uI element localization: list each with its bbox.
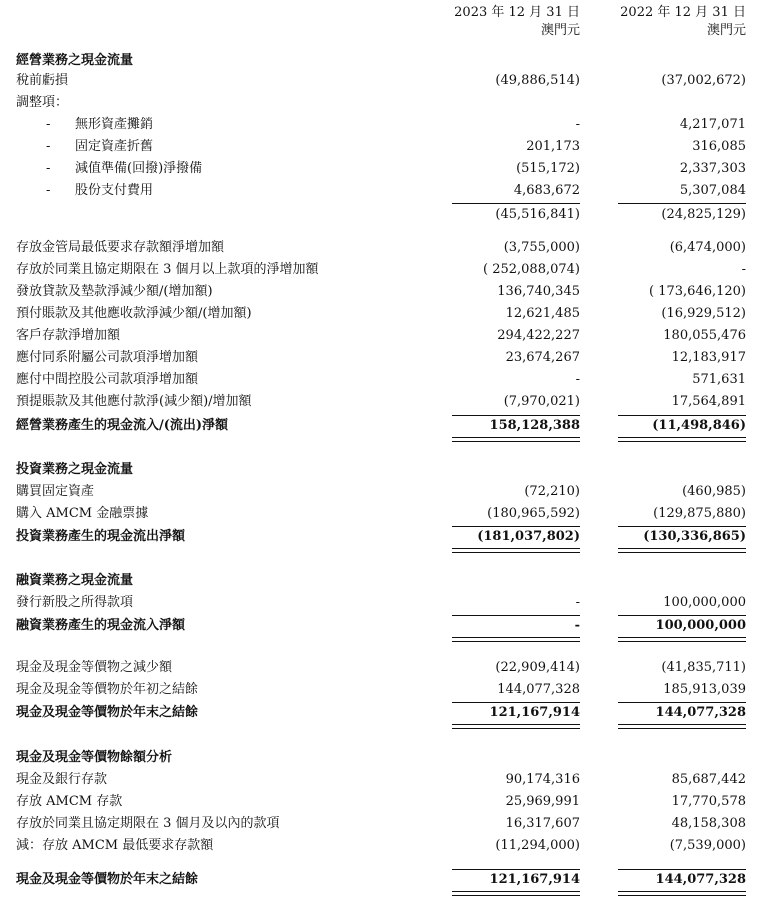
column-unit-2023: 澳門元	[540, 23, 580, 38]
table-row	[0, 281, 764, 302]
value-2022: (11,498,846)	[652, 418, 746, 433]
row-label: 現金及現金等價物之減少額	[16, 660, 173, 675]
value-2023: 25,969,991	[505, 794, 580, 809]
value-2022: (41,835,711)	[661, 660, 746, 675]
table-row	[0, 791, 764, 812]
value-2022: 4,217,071	[679, 117, 746, 132]
value-2023: 136,740,345	[497, 284, 580, 299]
value-2023: -	[574, 618, 580, 633]
row-label: 預提賬款及其他應付款淨(減少額)/增加額	[16, 394, 252, 409]
value-2023: -	[575, 372, 580, 387]
row-label: 減值準備(回撥)淨撥備	[75, 161, 203, 176]
value-2022: 180,055,476	[663, 328, 746, 343]
row-label: 稅前虧損	[16, 73, 69, 88]
table-row	[0, 325, 764, 346]
column-unit-2022: 澳門元	[706, 23, 746, 38]
analysis-total-bottom-line-2023	[452, 891, 580, 896]
row-bullet-dash: -	[46, 183, 51, 198]
value-2023: -	[575, 117, 580, 132]
table-row	[0, 92, 764, 113]
value-2023: (45,516,841)	[495, 207, 580, 222]
table-row	[0, 813, 764, 834]
row-label: 存放於同業且協定期限在 3 個月及以內的款項	[16, 816, 280, 831]
value-2023: (3,755,000)	[503, 240, 580, 255]
value-2023: 201,173	[526, 139, 580, 154]
value-2022: 5,307,084	[679, 183, 746, 198]
table-row	[0, 303, 764, 324]
value-2022: 571,631	[692, 372, 746, 387]
value-2023: ( 252,088,074)	[483, 262, 580, 277]
table-row	[0, 679, 764, 700]
value-2022: 85,687,442	[671, 772, 746, 787]
value-2023: (11,294,000)	[495, 838, 580, 853]
financing-total-bottom-line-2022	[618, 637, 746, 642]
row-label: 現金及現金等價物於年末之結餘	[16, 872, 199, 887]
row-label: 預付賬款及其他應收款淨減少額/(增加額)	[16, 306, 252, 321]
value-2022: (24,825,129)	[661, 207, 746, 222]
table-row	[0, 391, 764, 412]
investing-total-bottom-line-2022	[618, 548, 746, 553]
table-row	[0, 204, 764, 225]
value-2023: 23,674,267	[505, 350, 580, 365]
cash-end-top-line-2023	[452, 702, 580, 703]
row-label: 應付同系附屬公司款項淨增加額	[16, 350, 199, 365]
value-2022: (7,539,000)	[669, 838, 746, 853]
row-label: 現金及現金等價物餘額分析	[16, 750, 173, 765]
table-row	[0, 459, 764, 480]
row-label: 客戶存款淨增加額	[16, 328, 121, 343]
row-label: 無形資產攤銷	[75, 117, 154, 132]
table-row	[0, 503, 764, 524]
table-row	[0, 869, 764, 890]
table-row	[0, 481, 764, 502]
table-row	[0, 259, 764, 280]
cash-end-bottom-line-2022	[618, 724, 746, 729]
operating-total-bottom-line-2023	[452, 437, 580, 442]
value-2022: 100,000,000	[655, 618, 746, 633]
row-label: 投資業務之現金流量	[16, 462, 134, 477]
cash-end-bottom-line-2023	[452, 724, 580, 729]
row-label: 股份支付費用	[75, 183, 154, 198]
value-2023: 121,167,914	[489, 872, 580, 887]
value-2022: -	[741, 262, 746, 277]
row-label: 應付中間控股公司款項淨增加額	[16, 372, 199, 387]
investing-total-top-line-2023	[452, 526, 580, 527]
value-2022: 12,183,917	[671, 350, 746, 365]
value-2022: 100,000,000	[663, 595, 746, 610]
table-row	[0, 369, 764, 390]
table-row	[0, 50, 764, 71]
subtotal-line-2022	[618, 203, 746, 204]
value-2023: 90,174,316	[505, 772, 580, 787]
value-2022: (460,985)	[682, 484, 746, 499]
value-2022: 17,564,891	[671, 394, 746, 409]
value-2023: (180,965,592)	[487, 506, 580, 521]
value-2023: 294,422,227	[497, 328, 580, 343]
value-2022: 48,158,308	[671, 816, 746, 831]
analysis-total-bottom-line-2022	[618, 891, 746, 896]
value-2023: (515,172)	[516, 161, 580, 176]
investing-total-bottom-line-2023	[452, 548, 580, 553]
table-row	[0, 526, 764, 547]
value-2023: 121,167,914	[489, 705, 580, 720]
column-date-2022: 2022 年 12 月 31 日	[620, 5, 746, 20]
row-bullet-dash: -	[46, 161, 51, 176]
investing-total-top-line-2022	[618, 526, 746, 527]
row-label: 存放金管局最低要求存款額淨增加額	[16, 240, 225, 255]
row-bullet-dash: -	[46, 139, 51, 154]
financing-total-bottom-line-2023	[452, 637, 580, 642]
operating-total-top-line-2023	[452, 415, 580, 416]
column-header-2023	[440, 4, 580, 40]
table-row	[0, 70, 764, 91]
value-2023: 144,077,328	[497, 682, 580, 697]
row-label: 現金及現金等價物於年末之結餘	[16, 705, 199, 720]
row-label: 減：存放 AMCM 最低要求存款額	[16, 838, 214, 853]
value-2023: 12,621,485	[505, 306, 580, 321]
value-2023: 158,128,388	[489, 418, 580, 433]
row-label: 存放於同業且協定期限在 3 個月以上款項的淨增加額	[16, 262, 319, 277]
value-2022: (16,929,512)	[661, 306, 746, 321]
row-label: 經營業務之現金流量	[16, 53, 134, 68]
value-2022: (6,474,000)	[669, 240, 746, 255]
table-row	[0, 415, 764, 436]
value-2022: 17,770,578	[671, 794, 746, 809]
value-2022: (130,336,865)	[643, 529, 746, 544]
row-label: 固定資產折舊	[75, 139, 154, 154]
value-2022: (129,875,880)	[653, 506, 746, 521]
subtotal-line-2023	[452, 203, 580, 204]
column-date-2023: 2023 年 12 月 31 日	[454, 5, 580, 20]
analysis-total-top-line-2023	[452, 869, 580, 870]
operating-total-top-line-2022	[618, 415, 746, 416]
value-2023: 4,683,672	[513, 183, 580, 198]
column-header-2022	[606, 4, 746, 40]
financing-total-top-line-2023	[452, 615, 580, 616]
row-label: 現金及現金等價物於年初之結餘	[16, 682, 199, 697]
value-2023: (181,037,802)	[477, 529, 580, 544]
value-2022: ( 173,646,120)	[649, 284, 746, 299]
table-row	[0, 592, 764, 613]
value-2023: 16,317,607	[505, 816, 580, 831]
row-label: 存放 AMCM 存款	[16, 794, 123, 809]
row-label: 現金及銀行存款	[16, 772, 108, 787]
table-row	[0, 180, 764, 201]
table-row	[0, 615, 764, 636]
table-row	[0, 136, 764, 157]
table-row	[0, 657, 764, 678]
value-2023: (7,970,021)	[503, 394, 580, 409]
value-2023: (22,909,414)	[495, 660, 580, 675]
table-row	[0, 769, 764, 790]
table-row	[0, 114, 764, 135]
row-label: 融資業務產生的現金流入淨額	[16, 618, 186, 633]
value-2023: (49,886,514)	[495, 73, 580, 88]
financing-total-top-line-2022	[618, 615, 746, 616]
table-row	[0, 158, 764, 179]
row-label: 發行新股之所得款項	[16, 595, 134, 610]
table-row	[0, 347, 764, 368]
cash-end-top-line-2022	[618, 702, 746, 703]
value-2023: -	[575, 595, 580, 610]
operating-total-bottom-line-2022	[618, 437, 746, 442]
row-label: 發放貸款及墊款淨減少額/(增加額)	[16, 284, 213, 299]
value-2022: 316,085	[692, 139, 746, 154]
table-row	[0, 702, 764, 723]
value-2022: 2,337,303	[679, 161, 746, 176]
table-row	[0, 835, 764, 856]
row-bullet-dash: -	[46, 117, 51, 132]
row-label: 經營業務產生的現金流入/(流出)淨額	[16, 418, 229, 433]
row-label: 調整項：	[16, 95, 69, 110]
row-label: 購買固定資產	[16, 484, 95, 499]
row-label: 投資業務產生的現金流出淨額	[16, 529, 186, 544]
analysis-total-top-line-2022	[618, 869, 746, 870]
table-row	[0, 237, 764, 258]
row-label: 融資業務之現金流量	[16, 573, 134, 588]
table-row	[0, 747, 764, 768]
value-2023: (72,210)	[524, 484, 580, 499]
value-2022: (37,002,672)	[661, 73, 746, 88]
table-row	[0, 570, 764, 591]
value-2022: 185,913,039	[663, 682, 746, 697]
value-2022: 144,077,328	[655, 872, 746, 887]
value-2022: 144,077,328	[655, 705, 746, 720]
row-label: 購入 AMCM 金融票據	[16, 506, 149, 521]
